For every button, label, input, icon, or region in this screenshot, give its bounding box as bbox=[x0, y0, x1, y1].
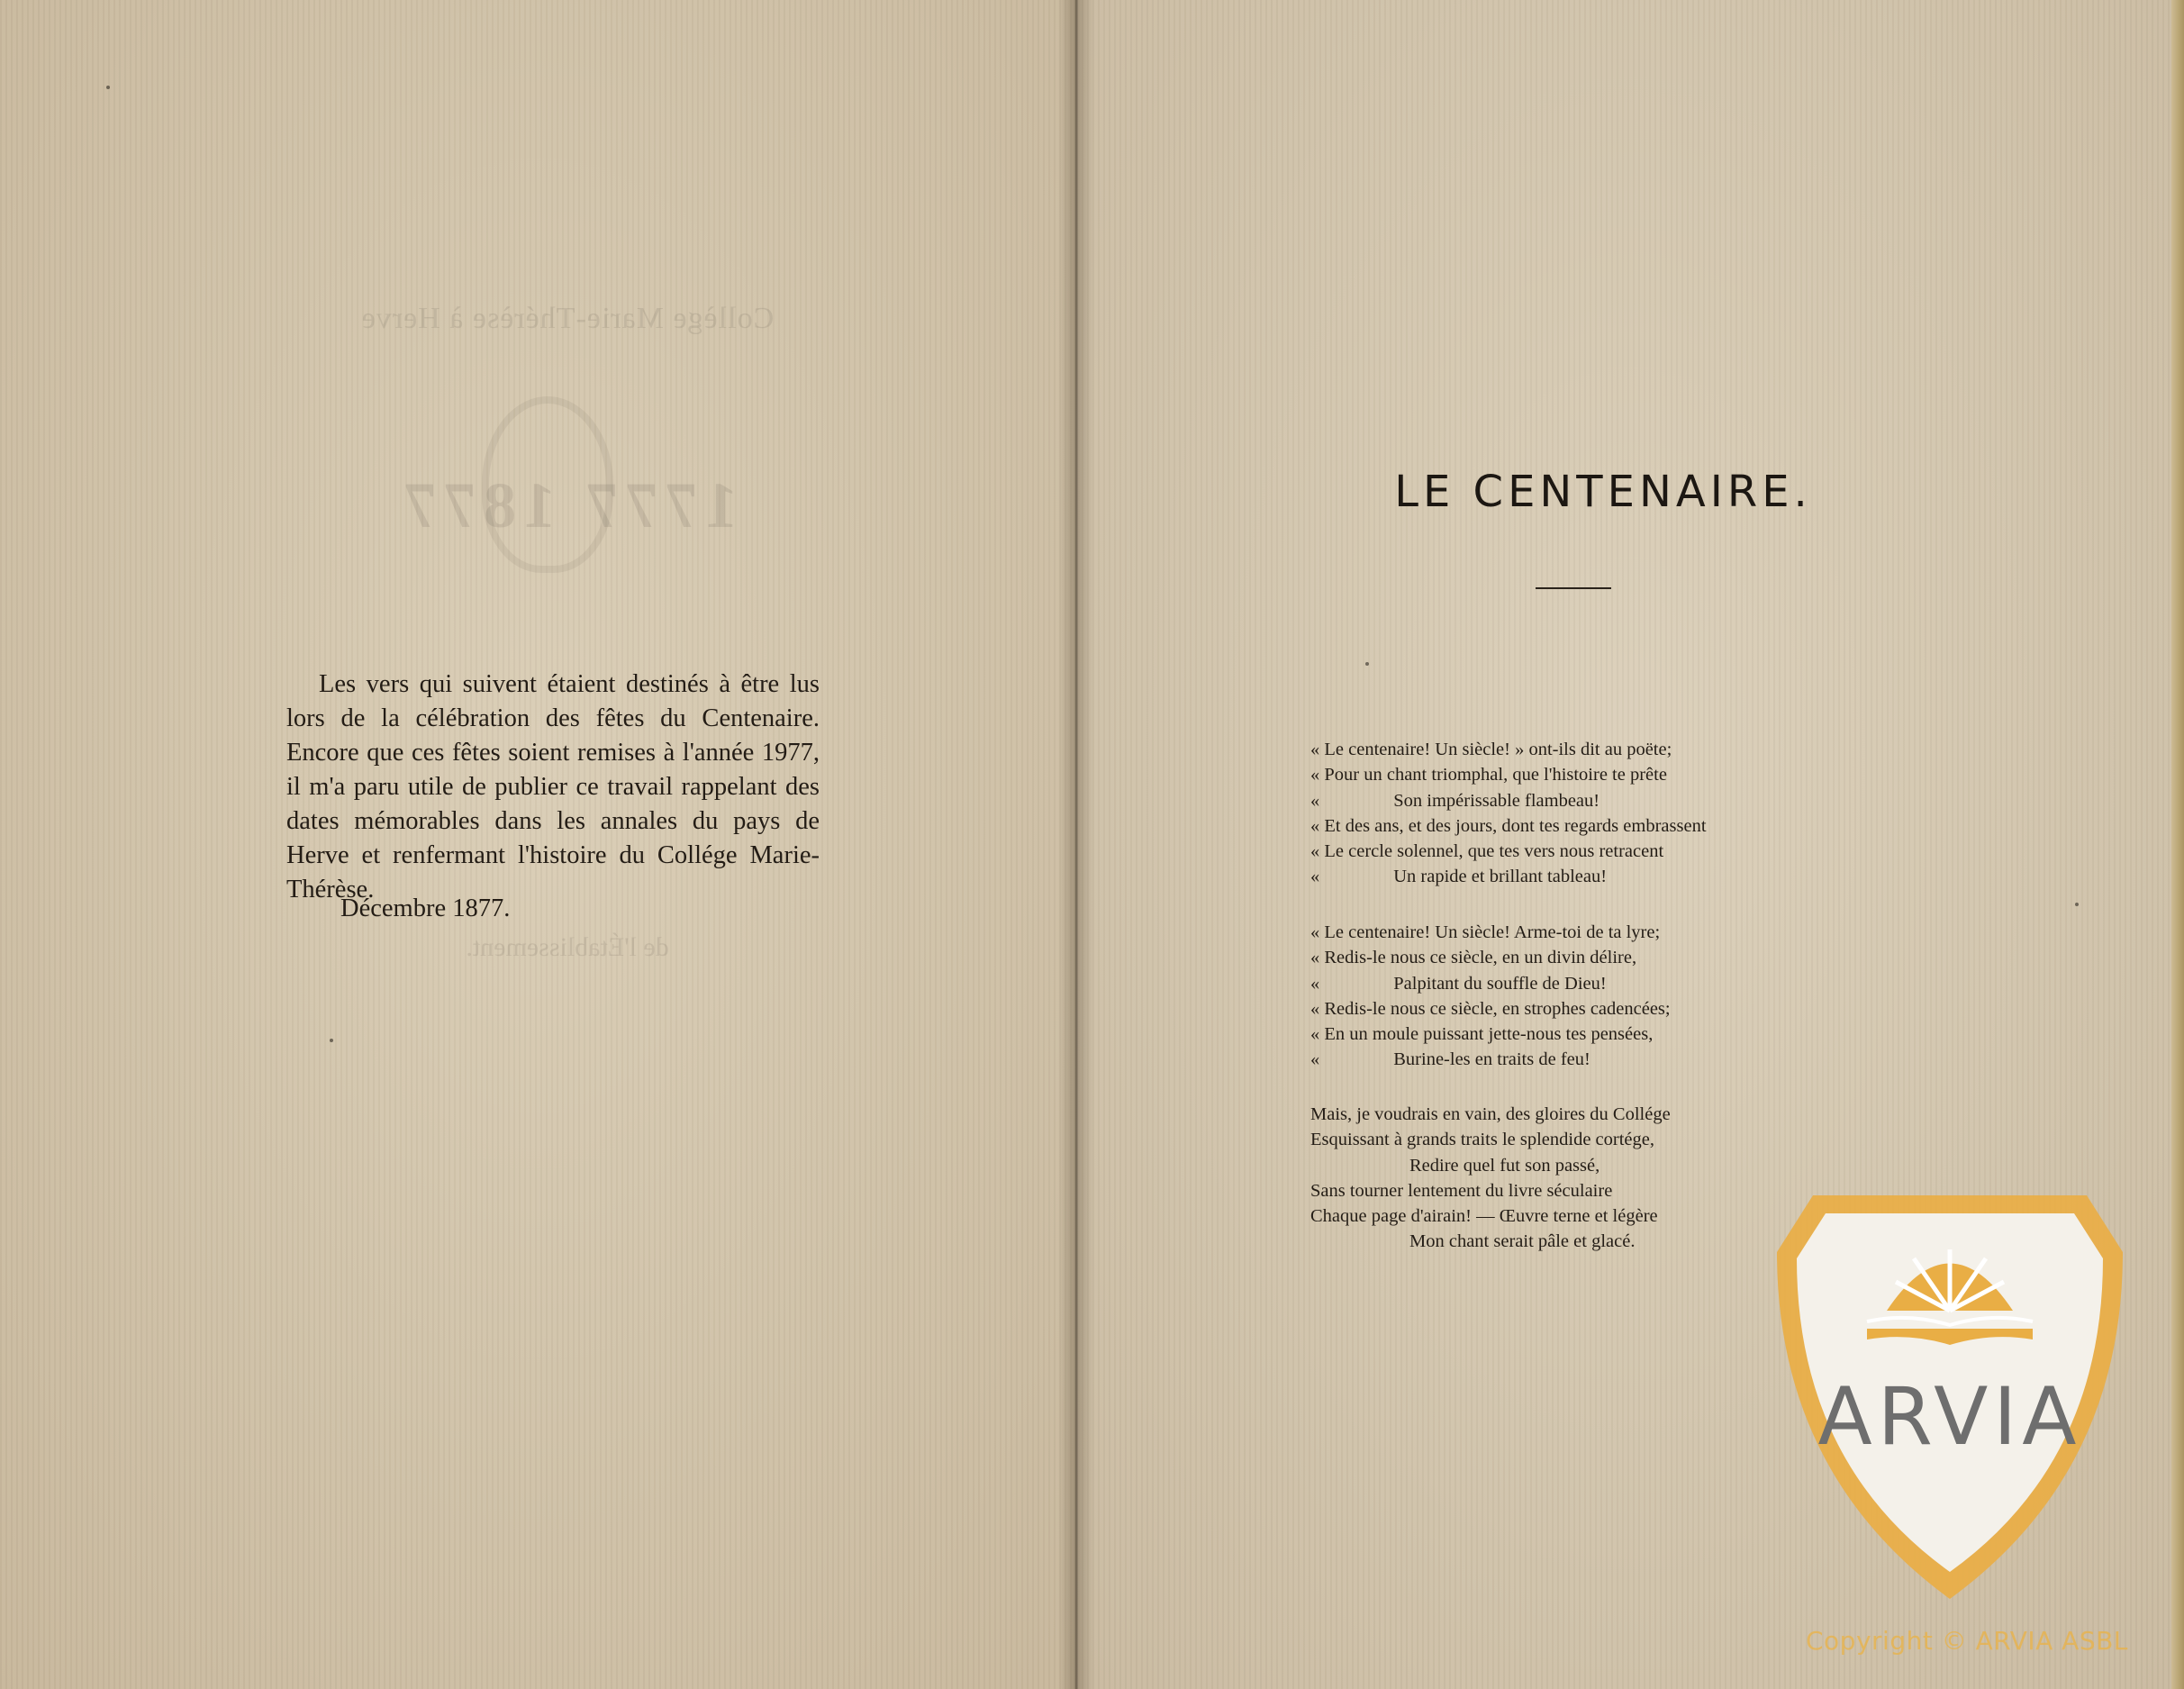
poem-line: « Redis-le nous ce siècle, en un divin délire, bbox=[1310, 948, 1637, 968]
poem-line: Mais, je voudrais en vain, des gloires du Collége bbox=[1310, 1104, 1671, 1124]
poem-line: Esquissant à grands traits le splendide cortége, bbox=[1310, 1130, 1654, 1150]
poem-line: « Burine-les en traits de feu! bbox=[1310, 1049, 1590, 1070]
copyright-notice: Copyright © ARVIA ASBL bbox=[1806, 1626, 2128, 1656]
paper-speck bbox=[106, 86, 110, 89]
paper-speck bbox=[330, 1039, 333, 1042]
poem-line: « Un rapide et brillant tableau! bbox=[1310, 867, 1608, 887]
svg-text:ARVIA: ARVIA bbox=[1817, 1370, 2082, 1463]
bleed-through-header: Collège Marie-Thérèse à Herve bbox=[360, 302, 775, 335]
poem-line: Chaque page d'airain! — Œuvre terne et légère bbox=[1310, 1206, 1658, 1227]
page-fore-edge bbox=[2171, 0, 2184, 1689]
poem-line: « Pour un chant triomphal, que l'histoire te prête bbox=[1310, 765, 1667, 785]
poem-line: « Palpitant du souffle de Dieu! bbox=[1310, 973, 1607, 994]
poem-line: Mon chant serait pâle et glacé. bbox=[1409, 1231, 1636, 1252]
poem-line: « Le centenaire! Un siècle! Arme-toi de ta lyre; bbox=[1310, 922, 1661, 942]
poem-line: « Le cercle solennel, que tes vers nous retracent bbox=[1310, 841, 1664, 862]
poem-title: LE CENTENAIRE. bbox=[1394, 467, 1812, 517]
poem-line: « Son impérissable flambeau! bbox=[1310, 790, 1600, 811]
shield-icon bbox=[1761, 1176, 2139, 1617]
bleed-through-subtitle: de l'Établissement. bbox=[466, 932, 669, 962]
paper-speck bbox=[2075, 903, 2079, 906]
poem-line: « Et des ans, et des jours, dont tes regards embrassent bbox=[1310, 815, 1707, 836]
poem-line: « Redis-le nous ce siècle, en strophes cadencées; bbox=[1310, 998, 1671, 1019]
poem-line: « En un moule puissant jette-nous tes pensées, bbox=[1310, 1024, 1654, 1045]
preface-date: Décembre 1877. bbox=[340, 894, 511, 922]
poem-stanza bbox=[1310, 920, 1869, 1073]
left-page bbox=[0, 0, 1076, 1689]
bleed-through-years: 1777 1877 bbox=[397, 469, 738, 541]
poem-stanza bbox=[1310, 737, 1869, 890]
preface-notice: Les vers qui suivent étaient destinés à être lus lors de la célébration des fêtes du Centenaire. Encore que ces fêtes soient remises à l'année 1977, il m'a paru utile de publier ce travail rappelant des dates mémorables dans les annales du pays de Herve et renfermant l'histoire du Collége Marie-Thérèse. bbox=[286, 669, 820, 904]
book-gutter bbox=[1058, 0, 1094, 1689]
poem-line: « Le centenaire! Un siècle! » ont-ils dit au poëte; bbox=[1310, 740, 1672, 759]
poem-line: Redire quel fut son passé, bbox=[1409, 1155, 1600, 1176]
title-rule bbox=[1536, 587, 1611, 589]
paper-speck bbox=[1365, 662, 1369, 666]
arvia-watermark-logo bbox=[1761, 1176, 2139, 1617]
poem-line: Sans tourner lentement du livre séculaire bbox=[1310, 1180, 1613, 1201]
